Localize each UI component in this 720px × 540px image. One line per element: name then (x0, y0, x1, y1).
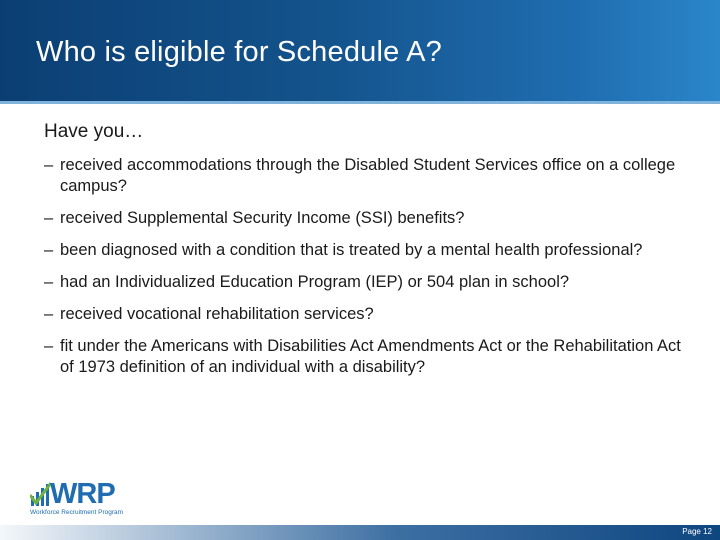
bullet-marker: – (44, 156, 54, 174)
bullet-item (44, 336, 694, 378)
bullet-item (44, 272, 694, 293)
logo-text: WRP (50, 478, 115, 510)
intro-text: Have you… (44, 121, 144, 142)
bullet-text: received vocational rehabilitation services? (60, 305, 374, 323)
bullet-text: had an Individualized Education Program (IEP) or 504 plan in school? (60, 273, 570, 291)
checkmark-chart-icon (30, 482, 52, 508)
bullet-item (44, 155, 694, 197)
bullet-list (44, 155, 694, 389)
wrp-logo (30, 478, 140, 518)
bullet-text: received accommodations through the Disabled Student Services office on a college campus? (60, 156, 676, 195)
bullet-item (44, 208, 694, 229)
bullet-marker: – (44, 241, 54, 259)
header-divider (0, 101, 720, 104)
bullet-marker: – (44, 209, 54, 227)
bullet-marker: – (44, 273, 54, 291)
page-number: Page 12 (682, 527, 712, 536)
bullet-text: received Supplemental Security Income (SSI) benefits? (60, 209, 465, 227)
bullet-text: fit under the Americans with Disabilities Act Amendments Act or the Rehabilitation Act of 1973 definition of an individual with a disability? (60, 337, 681, 376)
logo-subtitle: Workforce Recruitment Program (30, 509, 124, 516)
bullet-text: been diagnosed with a condition that is treated by a mental health professional? (60, 241, 643, 259)
footer-bar (0, 525, 720, 540)
slide-title: Who is eligible for Schedule A? (36, 36, 442, 68)
bullet-item (44, 304, 694, 325)
bullet-marker: – (44, 337, 54, 355)
bullet-marker: – (44, 305, 54, 323)
bullet-item (44, 240, 694, 261)
